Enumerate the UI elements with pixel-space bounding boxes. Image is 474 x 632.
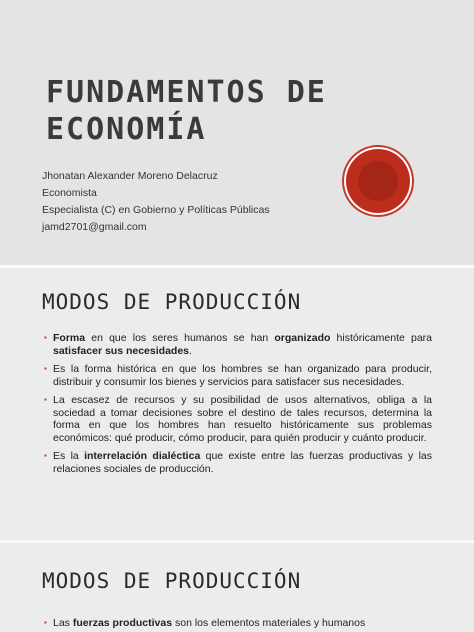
author-name: Jhonatan Alexander Moreno Delacruz [42,170,218,182]
list-item: ▪ La escasez de recursos y su posibilidad de usos alternativos, obliga a la sociedad a tomar decisiones sobre el destino de tales recursos, determina la forma en que los hombres han resuelto históricamente sus problemas económicos: qué producir, cómo producir, para quién producir y cuánto producir. [44,394,432,444]
list-item: ▪ Forma en que los seres humanos se han organizado históricamente para satisfacer sus necesidades. [44,332,432,357]
author-email: jamd2701@gmail.com [42,221,147,233]
bullet-list [44,617,432,632]
square-bullet-icon: ▪ [44,618,47,627]
author-specialty: Especialista (C) en Gobierno y Políticas Públicas [42,204,270,216]
square-bullet-icon: ▪ [44,451,47,460]
decorative-red-circle [346,149,410,213]
content-slide-modos-2 [0,543,474,632]
author-block [42,168,270,236]
decorative-red-circle-core [358,161,398,201]
square-bullet-icon: ▪ [44,364,47,373]
slide-heading: MODOS DE PRODUCCIÓN [42,290,302,314]
title-slide [0,0,474,265]
square-bullet-icon: ▪ [44,395,47,404]
presentation-title: FUNDAMENTOS DE ECONOMÍA [46,75,327,147]
list-item: ▪ Es la interrelación dialéctica que existe entre las fuerzas productivas y las relaciones sociales de producción. [44,450,432,475]
slide-heading: MODOS DE PRODUCCIÓN [42,569,302,593]
list-item: ▪ Es la forma histórica en que los hombres se han organizado para producir, distribuir y consumir los bienes y servicios para satisfacer sus necesidades. [44,363,432,388]
author-profession: Economista [42,187,97,199]
list-item: ▪ Las fuerzas productivas son los elementos materiales y humanos [44,617,366,629]
bullet-list [44,332,432,481]
square-bullet-icon: ▪ [44,333,47,342]
content-slide-modos [0,268,474,540]
